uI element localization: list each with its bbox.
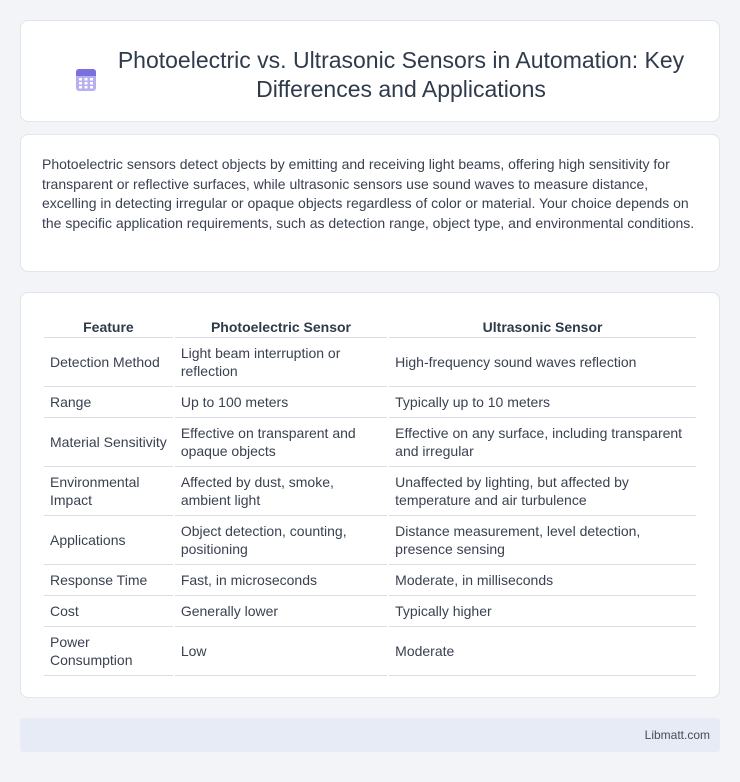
feature-cell: Applications [44,516,173,565]
calculator-icon [74,68,98,92]
table-row [44,467,696,516]
feature-cell: Response Time [44,565,173,596]
photoelectric-cell: Effective on transparent and opaque objects [175,418,387,467]
comparison-table [42,315,698,676]
summary-card [20,134,720,272]
table-row [44,338,696,387]
feature-cell: Cost [44,596,173,627]
comparison-table-card [20,292,720,698]
table-row [44,565,696,596]
table-header-row [44,315,696,338]
photoelectric-cell: Light beam interruption or reflection [175,338,387,387]
title-card [20,20,720,122]
feature-cell: Detection Method [44,338,173,387]
table-row [44,627,696,676]
column-header-feature: Feature [44,315,173,338]
table-row [44,387,696,418]
table-row [44,418,696,467]
photoelectric-cell: Generally lower [175,596,387,627]
ultrasonic-cell: Typically higher [389,596,696,627]
page-title: Photoelectric vs. Ultrasonic Sensors in Automation: Key Differences and Applications [117,47,685,102]
footer-brand: Libmatt.com [644,728,710,742]
photoelectric-cell: Fast, in microseconds [175,565,387,596]
ultrasonic-cell: Effective on any surface, including transparent and irregular [389,418,696,467]
column-header-photoelectric: Photoelectric Sensor [175,315,387,338]
table-row [44,516,696,565]
ultrasonic-cell: Unaffected by lighting, but affected by temperature and air turbulence [389,467,696,516]
ultrasonic-cell: Typically up to 10 meters [389,387,696,418]
ultrasonic-cell: Distance measurement, level detection, presence sensing [389,516,696,565]
footer [20,718,720,752]
table-row [44,596,696,627]
feature-cell: Range [44,387,173,418]
photoelectric-cell: Up to 100 meters [175,387,387,418]
feature-cell: Environmental Impact [44,467,173,516]
ultrasonic-cell: Moderate, in milliseconds [389,565,696,596]
photoelectric-cell: Low [175,627,387,676]
photoelectric-cell: Affected by dust, smoke, ambient light [175,467,387,516]
feature-cell: Material Sensitivity [44,418,173,467]
photoelectric-cell: Object detection, counting, positioning [175,516,387,565]
ultrasonic-cell: Moderate [389,627,696,676]
column-header-ultrasonic: Ultrasonic Sensor [389,315,696,338]
summary-text: Photoelectric sensors detect objects by emitting and receiving light beams, offering high sensitivity for transparent or reflective surfaces, while ultrasonic sensors use sound waves to measure distance, excelling in detecting irregular or opaque objects regardless of color or material. Your choice depends on the specific application requirements, such as detection range, object type, and environmental conditions. [42,156,695,231]
feature-cell: Power Consumption [44,627,173,676]
ultrasonic-cell: High-frequency sound waves reflection [389,338,696,387]
